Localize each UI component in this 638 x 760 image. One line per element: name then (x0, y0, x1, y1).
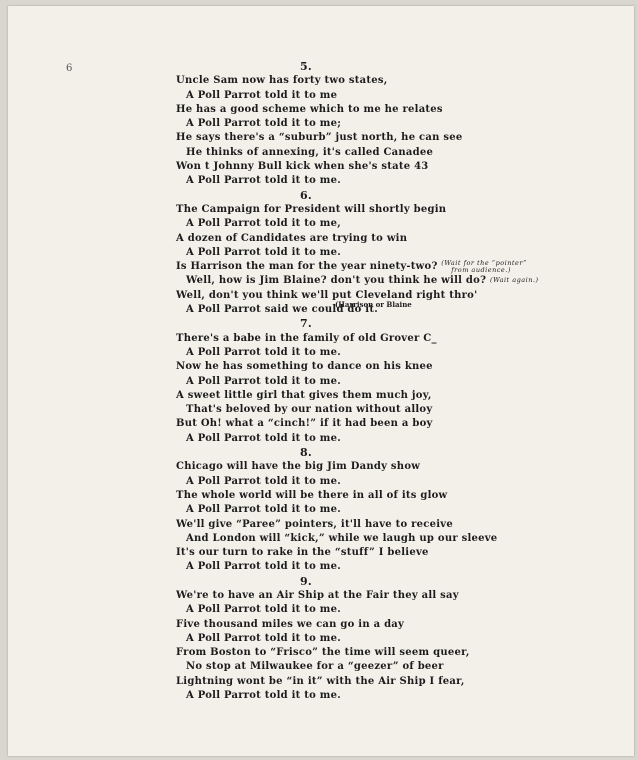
stage-direction-part-1: (Wait for the “pointer” (441, 259, 527, 268)
verse-6-line-2: A Poll Parrot told it to me, (186, 218, 341, 230)
verse-6-line-3: A dozen of Candidates are trying to win (176, 232, 408, 244)
verse-8-line-5: We'll give “Paree” pointers, it'll have to receive (176, 518, 453, 530)
verse-number-6: 6. (300, 188, 312, 202)
verse-9-line-4: A Poll Parrot told it to me. (186, 632, 341, 644)
verse-9-line-1: We're to have an Air Ship at the Fair they all say (176, 589, 459, 601)
verse-5-line-1: Uncle Sam now has forty two states, (176, 75, 388, 87)
song-lyrics (176, 60, 556, 703)
stage-direction-wait-pointer (441, 260, 527, 274)
verse-number-8: 8. (300, 446, 312, 460)
verse-7-line-2: A Poll Parrot told it to me. (186, 346, 341, 358)
verse-5-line-6: He thinks of annexing, it's called Canadee (186, 146, 434, 158)
verse-6-line-8: A Poll Parrot said we could do it. (186, 304, 378, 316)
verse-6-line-5-text: Is Harrison the man for the year ninety-two? (176, 261, 438, 273)
verse-6-line-7 (176, 289, 556, 309)
verse-7-line-8: A Poll Parrot told it to me. (186, 432, 341, 444)
verse-8-line-8: A Poll Parrot told it to me. (186, 561, 341, 573)
verse-6-line-6-text: Well, how is Jim Blaine? don't you think he will do? (186, 275, 487, 287)
verse-9-line-2: A Poll Parrot told it to me. (186, 604, 341, 616)
stage-direction-wait-again: (Wait again.) (489, 276, 539, 285)
verse-7-line-1: There's a babe in the family of old Grover C_ (176, 332, 437, 344)
verse-7-line-4: A Poll Parrot told it to me. (186, 375, 341, 387)
stage-direction-part-2: from audience.) (451, 266, 511, 275)
verse-5-line-8: A Poll Parrot told it to me. (186, 175, 341, 187)
verse-9-line-5: From Boston to “Frisco” the time will seem queer, (176, 647, 470, 659)
verse-number-9: 9. (300, 574, 312, 588)
verse-7-line-5: A sweet little girl that gives them much joy, (176, 389, 432, 401)
verse-number-5: 5. (300, 60, 312, 73)
verse-5-line-2: A Poll Parrot told it to me (186, 89, 338, 101)
verse-9-line-7: Lightning wont be “in it” with the Air Ship I fear, (176, 675, 465, 687)
verse-5-line-3: He has a good scheme which to me he relates (176, 103, 443, 115)
verse-5-line-4: A Poll Parrot told it to me; (186, 118, 342, 130)
verse-8-line-2: A Poll Parrot told it to me. (186, 475, 341, 487)
verse-8-line-7: It's our turn to rake in the “stuff” I believe (176, 547, 429, 559)
verse-8-line-1: Chicago will have the big Jim Dandy show (176, 461, 421, 473)
verse-7-line-7: But Oh! what a “cinch!” if it had been a boy (176, 418, 433, 430)
verse-6-line-6 (176, 274, 556, 288)
verse-8-line-4: A Poll Parrot told it to me. (186, 504, 341, 516)
verse-7-line-3: Now he has something to dance on his knee (176, 361, 433, 373)
verse-7-line-6: That's beloved by our nation without alloy (186, 404, 433, 416)
verse-9-line-8: A Poll Parrot told it to me. (186, 690, 341, 702)
verse-6-line-7-text: Well, don't you think we'll put Cleveland right thro' (176, 289, 478, 301)
verse-9-line-3: Five thousand miles we can go in a day (176, 618, 405, 630)
verse-9-line-6: No stop at Milwaukee for a “geezer” of beer (186, 661, 444, 673)
verse-6-line-4: A Poll Parrot told it to me. (186, 246, 341, 258)
page-number: 6 (66, 63, 73, 74)
verse-8-line-3: The whole world will be there in all of its glow (176, 489, 448, 501)
verse-5-line-5: He says there's a “suburb” just north, he can see (176, 132, 463, 144)
verse-8-line-6: And London will “kick,” while we laugh up our sleeve (186, 532, 498, 544)
verse-number-7: 7. (300, 317, 312, 331)
verse-6-line-1: The Campaign for President will shortly begin (176, 203, 447, 215)
candidate-annotation: (Harrison or Blaine (335, 299, 412, 309)
verse-6-line-5 (176, 260, 556, 274)
document-page (8, 6, 634, 756)
verse-5-line-7: Won t Johnny Bull kick when she's state 43 (176, 161, 429, 173)
